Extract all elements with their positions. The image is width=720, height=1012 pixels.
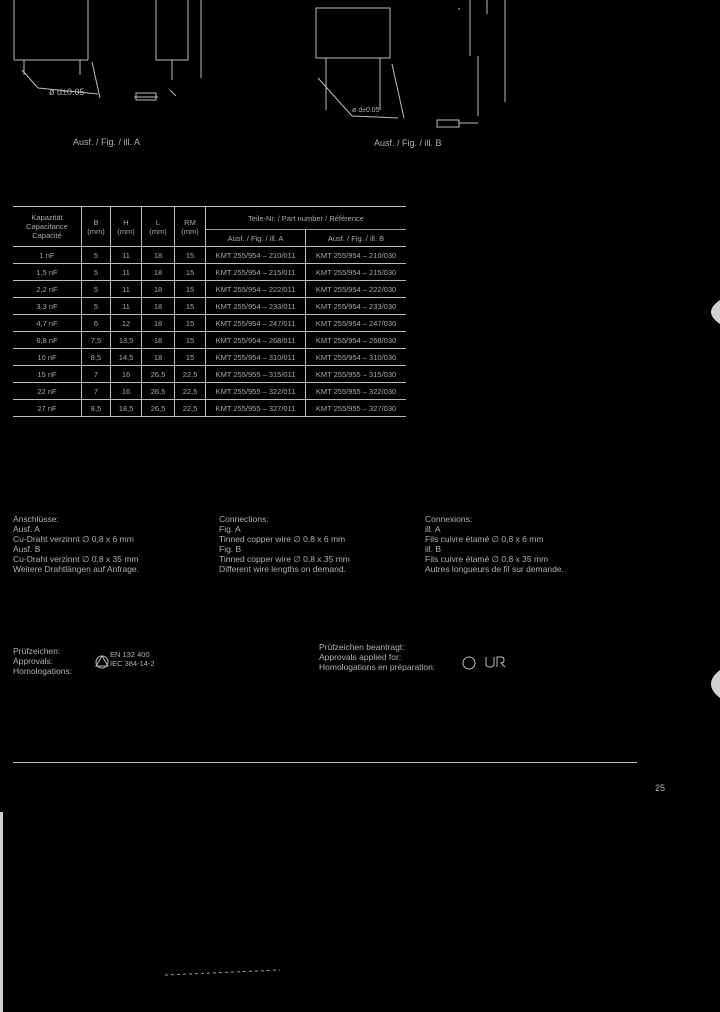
approvals-applied-line: Prüfzeichen beantragt: — [319, 642, 405, 652]
cell-cap: 10 nF — [13, 349, 82, 366]
cell-cap: 6,8 nF — [13, 332, 82, 349]
edge-notch — [711, 670, 720, 698]
footer-rule — [13, 762, 637, 763]
cell-l: 26,5 — [142, 400, 175, 417]
cell-h: 16 — [111, 383, 142, 400]
connections-en-a-label: Fig. A — [219, 524, 241, 534]
approvals-line: Homologations: — [13, 666, 73, 676]
connections-fr-a-label: ill. A — [425, 524, 441, 534]
cell-b: 6 — [82, 315, 111, 332]
cell-l: 18 — [142, 315, 175, 332]
cell-h: 11 — [111, 264, 142, 281]
cell-h: 12 — [111, 315, 142, 332]
cell-h: 11 — [111, 247, 142, 264]
header-part-number: Teile-Nr. / Part number / Référence — [206, 207, 407, 230]
edge-notch — [711, 300, 720, 324]
cell-cap: 3,3 nF — [13, 298, 82, 315]
table-row — [13, 298, 406, 315]
table-row — [13, 349, 406, 366]
table-row — [13, 332, 406, 349]
cell-pb: KMT 255/954 – 210/030 — [306, 247, 407, 264]
cell-cap: 1,5 nF — [13, 264, 82, 281]
cell-b: 7,5 — [82, 332, 111, 349]
cell-pb: KMT 255/954 – 310/030 — [306, 349, 407, 366]
connections-en-b-label: Fig. B — [219, 544, 242, 554]
figure-b-drawing — [316, 0, 505, 127]
connections-fr-b-text: Fils cuivre étamé ∅ 0,8 x 35 mm — [425, 554, 549, 564]
cell-rm: 15 — [175, 332, 206, 349]
page-edge-bar — [0, 812, 3, 1012]
table-row — [13, 247, 406, 264]
cell-pb: KMT 255/955 – 327/030 — [306, 400, 407, 417]
specification-table — [13, 206, 406, 417]
cell-pb: KMT 255/954 – 268/030 — [306, 332, 407, 349]
table-row — [13, 383, 406, 400]
connections-fr-b-label: ill. B — [425, 544, 442, 554]
cell-cap: 2,2 nF — [13, 281, 82, 298]
figure-a-drawing — [14, 0, 201, 100]
cell-pa: KMT 255/955 – 322/011 — [206, 383, 306, 400]
connections-fr-a-text: Fils cuivre étamé ∅ 0,8 x 6 mm — [425, 534, 544, 544]
cell-b: 5 — [82, 298, 111, 315]
page-number: 25 — [655, 783, 666, 793]
cell-pa: KMT 255/955 – 327/011 — [206, 400, 306, 417]
cell-l: 18 — [142, 349, 175, 366]
header-rm: RM (mm) — [175, 207, 206, 247]
cell-h: 14,5 — [111, 349, 142, 366]
cell-h: 11 — [111, 281, 142, 298]
cell-h: 13,5 — [111, 332, 142, 349]
cell-b: 5 — [82, 264, 111, 281]
header-fig-b: Ausf. / Fig. / ill. B — [306, 230, 407, 247]
cell-pa: KMT 255/954 – 233/011 — [206, 298, 306, 315]
cell-h: 18,5 — [111, 400, 142, 417]
cell-rm: 15 — [175, 349, 206, 366]
cell-l: 18 — [142, 281, 175, 298]
cell-b: 5 — [82, 281, 111, 298]
header-fig-a: Ausf. / Fig. / ill. A — [206, 230, 306, 247]
cell-pb: KMT 255/954 – 215/030 — [306, 264, 407, 281]
cell-rm: 15 — [175, 247, 206, 264]
cell-pa: KMT 255/954 – 215/011 — [206, 264, 306, 281]
approvals-line: Prüfzeichen: — [13, 646, 61, 656]
cell-rm: 22,5 — [175, 366, 206, 383]
connections-fr-note: Autres longueurs de fil sur demande. — [425, 564, 564, 574]
table-row — [13, 400, 406, 417]
cell-pb: KMT 255/955 – 315/030 — [306, 366, 407, 383]
cell-pb: KMT 255/954 – 247/030 — [306, 315, 407, 332]
cell-rm: 15 — [175, 315, 206, 332]
cell-rm: 22,5 — [175, 400, 206, 417]
approvals-applied-line: Approvals applied for: — [319, 652, 402, 662]
cell-l: 18 — [142, 298, 175, 315]
cell-cap: 1 nF — [13, 247, 82, 264]
standard-en: EN 132 400 — [110, 650, 150, 659]
figure-a-dim-label: ø d±0.05 — [49, 87, 85, 97]
cell-pa: KMT 255/954 – 247/011 — [206, 315, 306, 332]
cell-pb: KMT 255/954 – 233/030 — [306, 298, 407, 315]
connections-en — [219, 514, 409, 574]
connections-de — [13, 514, 203, 574]
cell-pa: KMT 255/954 – 210/011 — [206, 247, 306, 264]
connections-en-a-text: Tinned copper wire ∅ 0,8 x 6 mm — [219, 534, 346, 544]
cell-pa: KMT 255/954 – 310/011 — [206, 349, 306, 366]
connections-de-title: Anschlüsse: — [13, 514, 59, 524]
cell-cap: 4,7 nF — [13, 315, 82, 332]
cell-b: 8,5 — [82, 349, 111, 366]
approvals-applied-line: Homologations en préparation: — [319, 662, 436, 672]
connections-de-note: Weitere Drahtlängen auf Anfrage. — [13, 564, 140, 574]
cell-rm: 15 — [175, 298, 206, 315]
table-row — [13, 315, 406, 332]
cell-rm: 15 — [175, 281, 206, 298]
figure-b-caption: Ausf. / Fig. / ill. B — [374, 138, 442, 148]
cell-b: 7 — [82, 383, 111, 400]
header-b: B (mm) — [82, 207, 111, 247]
standard-iec: IEC 384-14-2 — [110, 659, 155, 668]
cell-cap: 27 nF — [13, 400, 82, 417]
header-capacitance: Kapazität Capacitance Capacité — [13, 207, 82, 247]
cell-l: 18 — [142, 332, 175, 349]
header-l: L (mm) — [142, 207, 175, 247]
cell-l: 26,5 — [142, 383, 175, 400]
table-row — [13, 366, 406, 383]
cell-pa: KMT 255/954 – 222/011 — [206, 281, 306, 298]
figure-b-dim-label: ø d±0.05 — [352, 107, 380, 114]
cell-l: 26,5 — [142, 366, 175, 383]
connections-fr — [425, 514, 625, 574]
cell-h: 16 — [111, 366, 142, 383]
approvals-right — [319, 642, 435, 672]
cell-l: 18 — [142, 264, 175, 281]
cell-b: 7 — [82, 366, 111, 383]
cell-b: 8,5 — [82, 400, 111, 417]
figure-a-caption: Ausf. / Fig. / ill. A — [73, 137, 141, 147]
approvals-left — [13, 646, 72, 676]
header-h: H (mm) — [111, 207, 142, 247]
cell-pa: KMT 255/954 – 268/011 — [206, 332, 306, 349]
approvals-line: Approvals: — [13, 656, 54, 666]
connections-de-b-text: Cu-Draht verzinnt ∅ 0,8 x 35 mm — [13, 554, 139, 564]
scan-dotted-line — [165, 970, 280, 975]
cell-cap: 22 nF — [13, 383, 82, 400]
connections-de-a-text: Cu-Draht verzinnt ∅ 0,8 x 6 mm — [13, 534, 134, 544]
table-row — [13, 281, 406, 298]
cell-pb: KMT 255/955 – 322/030 — [306, 383, 407, 400]
cell-b: 5 — [82, 247, 111, 264]
connections-fr-title: Connexions: — [425, 514, 473, 524]
cell-l: 18 — [142, 247, 175, 264]
connections-en-note: Different wire lengths on demand. — [219, 564, 346, 574]
cell-pb: KMT 255/954 – 222/030 — [306, 281, 407, 298]
connections-de-a-label: Ausf. A — [13, 524, 40, 534]
table-row — [13, 264, 406, 281]
cell-cap: 15 nF — [13, 366, 82, 383]
connections-en-title: Connections: — [219, 514, 269, 524]
connections-en-b-text: Tinned copper wire ∅ 0,8 x 35 mm — [219, 554, 350, 564]
cell-h: 11 — [111, 298, 142, 315]
cell-rm: 15 — [175, 264, 206, 281]
cell-pa: KMT 255/955 – 315/011 — [206, 366, 306, 383]
cell-rm: 22,5 — [175, 383, 206, 400]
approval-standards — [110, 650, 155, 668]
connections-de-b-label: Ausf. B — [13, 544, 41, 554]
